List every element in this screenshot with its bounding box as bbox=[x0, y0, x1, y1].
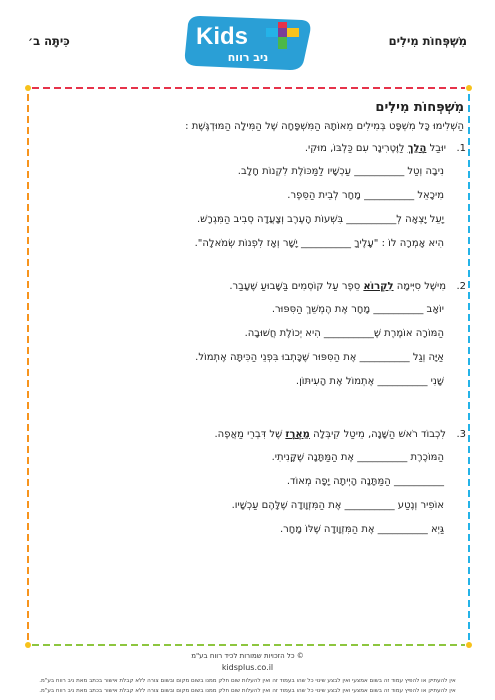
question-2 bbox=[30, 281, 466, 387]
fill-in-line: הַמּוֹרָה אוֹמֶרֶת שֶׁ__________ הִיא יְכוֹלֶת חֲשׁוּבָה. bbox=[244, 328, 444, 339]
footer bbox=[0, 652, 495, 672]
logo-subtitle: ניב רווח bbox=[227, 51, 269, 64]
header-grade: כִּיתָּה ב׳ bbox=[28, 34, 70, 48]
fill-in-line: הַמּוֹכֶרֶת __________ אֶת הַמַּתָּנָה שֶׁקָּנִיתִי. bbox=[271, 452, 444, 463]
fill-in-line: נִיבָה וְטַל __________ עַכְשָׁיו לַמַּכּוֹלֶת לִקְנוֹת חָלָב. bbox=[237, 166, 444, 177]
question-number: 3. bbox=[456, 429, 466, 440]
question-sentence bbox=[30, 281, 466, 292]
sentence-start: לִכְבוֹד רֹאשׁ הַשָּׁנָה, מֵיטַל קִיבְּלָה bbox=[309, 429, 446, 440]
highlighted-word: הָלַךְ bbox=[407, 143, 427, 154]
fill-in-line: הִיא אָמְרָה לוֹ : "עָלֶיךָ __________ יָשָׁר וְאָז לִפְנוֹת שְׂמֹאלָה". bbox=[194, 238, 444, 249]
fill-in-line: __________ הַמַּתָּנָה הָיְיתָה יָפָה מְאוֹד. bbox=[286, 476, 444, 487]
worksheet bbox=[30, 100, 466, 535]
worksheet-title: מִשְׁפְּחוֹת מִילִים bbox=[375, 100, 464, 115]
question-number: 2. bbox=[456, 281, 466, 292]
question-sentence bbox=[30, 143, 466, 154]
question-sentence bbox=[30, 429, 466, 440]
question-1 bbox=[30, 143, 466, 249]
fill-in-line: שָׁנִי __________ אֶתְמוֹל אֶת הָעִיתּוֹן. bbox=[295, 376, 444, 387]
fill-in-line: מִיכָאֵל __________ מָחָר לְבֵית הַסֵּפֶר. bbox=[287, 190, 444, 201]
question-number: 1. bbox=[456, 143, 466, 154]
site-url: kidsplus.co.il bbox=[221, 663, 274, 672]
fill-in-line: יָעֵל יָצְאָה לְ__________ בִּשְׁעוֹת הָעֶרֶב וְצָעֲדָה סְבִיב הַמִּגְרָשׁ. bbox=[197, 214, 444, 225]
question-3 bbox=[30, 429, 466, 535]
legal-notice-2: אין להעתיק או להפיץ עמוד זה בשום אמצעי ואין לבצע שינוי כל שהו בעמוד זה ואין להעלות שום חלק ממנו בשום מקום ובשום צורה ללא קבלת אישור בכתב מאת ניב רווח בע"מ. bbox=[39, 688, 456, 694]
fill-in-line: אַיָּה וְגַל __________ אֶת הַסִּפּוּר שֶׁכָּתְבוּ בִּפְנֵי הַכִּיתָּה אֶתְמוֹל. bbox=[195, 352, 444, 363]
sentence-end: שֶׁל דִּבְרֵי מַאֲפֶה. bbox=[214, 429, 286, 440]
fill-in-line: גַּיְא __________ אֶת הַמִּזְוָודָה שֶׁלּוֹ מָחָר. bbox=[279, 524, 444, 535]
sentence-end: סֵפֶר עַל קוֹסְמִים בַּשָּׁבוּעַ שֶׁעָבַר. bbox=[229, 281, 364, 292]
fill-in-line: יוֹאָב __________ מָחָר אֶת הֶמְשֵׁךְ הַסִּפּוּר. bbox=[271, 304, 444, 315]
fill-in-line: אוֹפִיר וְנֶטַע __________ אֶת הַמִּזְוָודָה שֶׁלָּהֶם עַכְשָׁיו. bbox=[231, 500, 444, 511]
page-header bbox=[0, 0, 495, 80]
copyright-text: © כל הזכויות שמורות לכיד רווח בע"מ bbox=[191, 652, 304, 660]
highlighted-word: לִקְרוֹא bbox=[363, 281, 394, 292]
kids-plus-logo bbox=[180, 14, 315, 76]
sentence-start: מִישֶׁל סִיְּימָה bbox=[393, 281, 446, 292]
header-topic: מִשְׁפְּחוֹת מִילִים bbox=[388, 34, 467, 48]
sentence-start: יוּבַל bbox=[426, 143, 446, 154]
sentence-end: לַוֶּטֶרִינָר עִם כַּלְבּוֹ, מוּקִי. bbox=[304, 143, 408, 154]
highlighted-word: מַאֲרָז bbox=[285, 429, 310, 440]
instruction-text: הַשְׁלִימוּ כָּל מִשְׁפָּט בְּמִילִים מֵאוֹתָהּ הַמִּשְׁפָּחָה שֶׁל הַמִּילָה הַמּוּדְגֶּשֶׁת : bbox=[185, 121, 464, 132]
logo-brand: Kids bbox=[196, 23, 249, 50]
legal-notice-1: אין להעתיק או להפיץ עמוד זה בשום אמצעי ואין לבצע שינוי כל שהו בעמוד זה ואין להעלות שום חלק ממנו בשום מקום ובשום צורה ללא קבלת אישור בכתב מאת ניב רווח בע"מ. bbox=[39, 678, 456, 684]
